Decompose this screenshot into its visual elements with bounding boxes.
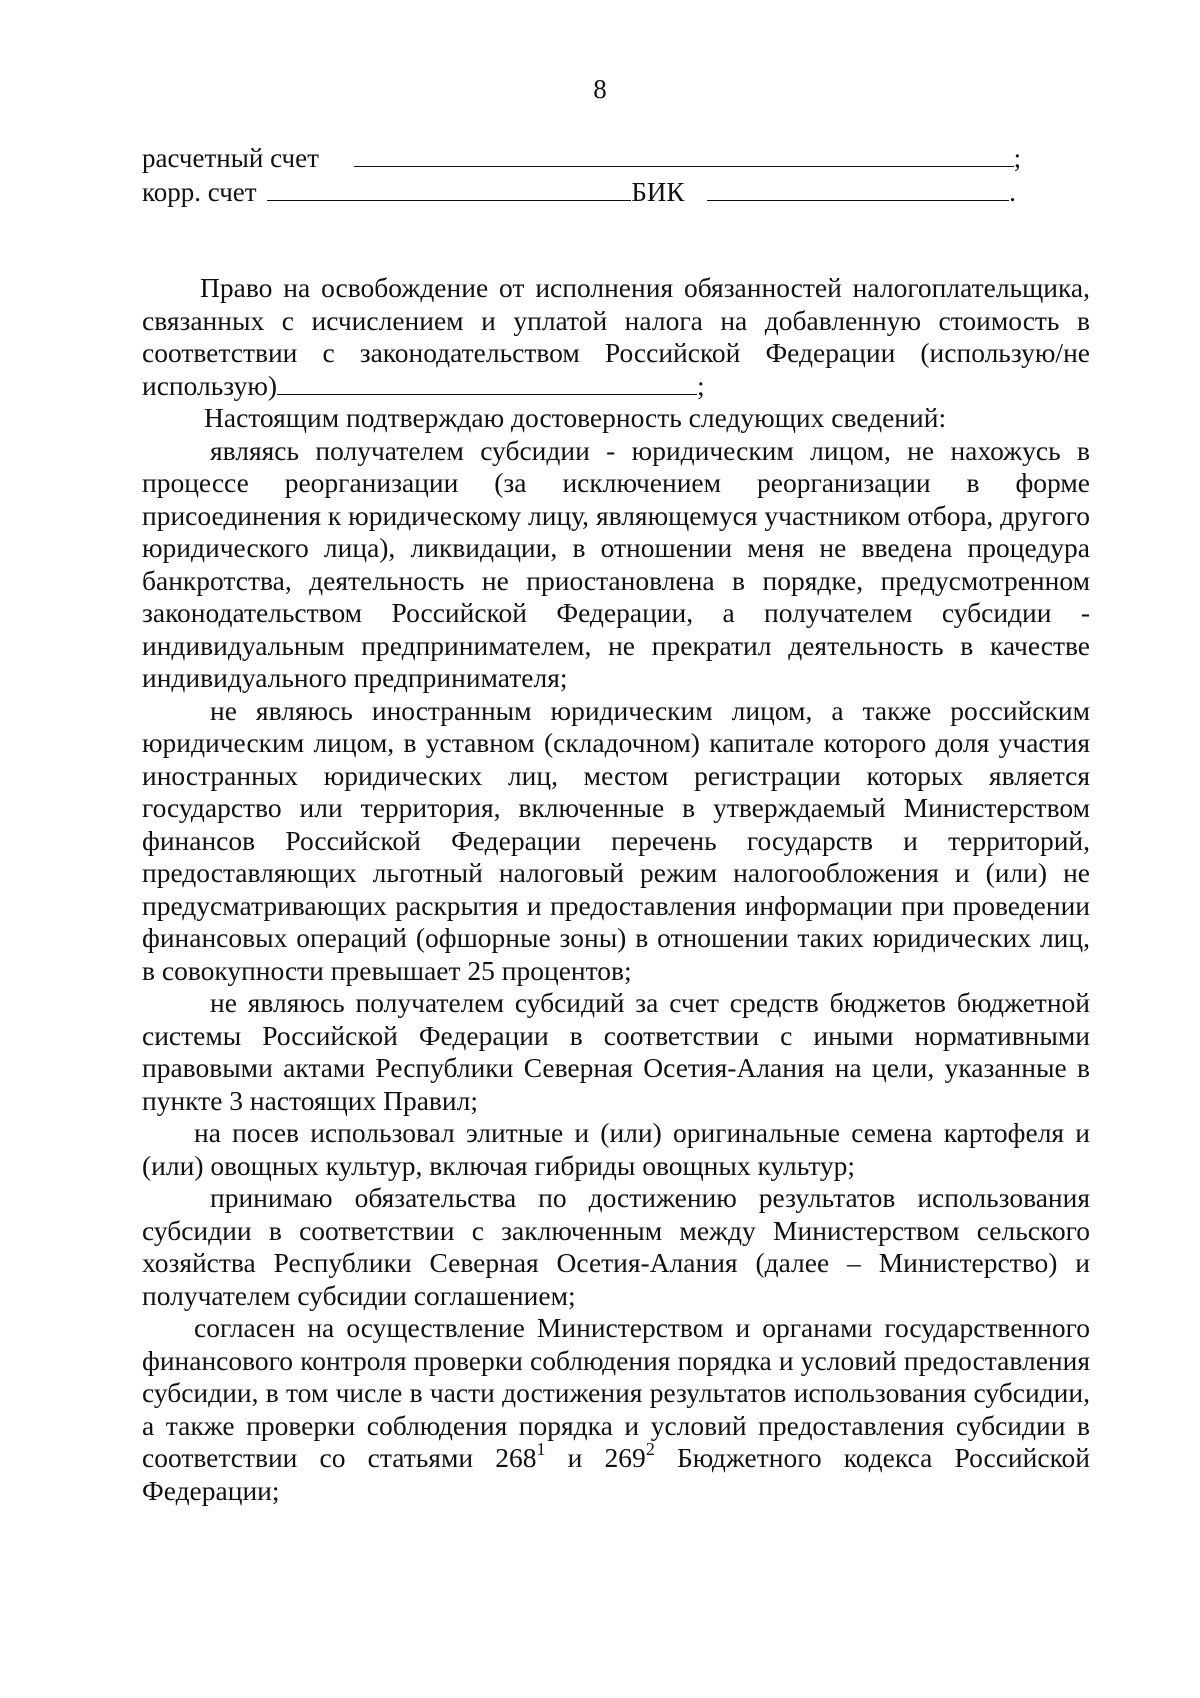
confirm-intro: Настоящим подтверждаю достоверность следующих сведений: xyxy=(204,402,947,433)
vat-blank xyxy=(277,374,697,395)
corr-blank xyxy=(267,178,631,201)
corr-bik-line xyxy=(142,176,1016,208)
bik-blank xyxy=(707,178,1009,201)
last-item-mid: и 269 xyxy=(545,1442,646,1473)
vat-paragraph xyxy=(142,272,1090,402)
confirmation-section xyxy=(142,402,1090,1507)
confirm-item: принимаю обязательства по достижению результатов использования субсидии в соответствии с заключенным между Министерством сельского хозяйства Республики Северная Осетия-Алания (далее – Министерство) и получателем субсидии соглашением; xyxy=(142,1182,1090,1311)
article-superscript-1: 1 xyxy=(536,1439,546,1459)
last-item-text: согласен на осуществление Министерством и органами государственного финансового контроля проверки соблюдения порядка и условий предоставления субсидии, в том числе в части достижения результатов использования субсидии, а также проверки соблюдения порядка и условий предоставления субсидии в соответствии со статьями 268 xyxy=(142,1312,1090,1473)
confirm-item: не являюсь получателем субсидий за счет средств бюджетов бюджетной системы Российской Федерации в соответствии с иными нормативными правовыми актами Республики Северная Осетия-Алания на цели, указанные в пункте 3 настоящих Правил; xyxy=(142,987,1090,1116)
account-blank xyxy=(354,144,1014,167)
page-number: 8 xyxy=(593,74,607,104)
vat-end: ; xyxy=(697,369,705,401)
confirm-item: являясь получателем субсидии - юридическим лицом, не нахожусь в процессе реорганизации (за исключением реорганизации в форме присоединения к юридическому лицу, являющемуся участником отбора, другого юридического лица), ликвидации, в отношении меня не введена процедура банкротства, деятельность не приостановлена в порядке, предусмотренном законодательством Российской Федерации, а получателем субсидии - индивидуальным предпринимателем, не прекратил деятельность в качестве индивидуального предпринимателя; xyxy=(142,434,1090,693)
account-label: расчетный счет xyxy=(142,143,319,173)
account-end: ; xyxy=(1013,143,1022,173)
bik-end: . xyxy=(1009,177,1016,207)
corr-label: корр. счет xyxy=(142,177,257,207)
bik-label: БИК xyxy=(631,177,685,207)
confirm-item: на посев использовал элитные и (или) оригинальные семена картофеля и (или) овощных культур, включая гибриды овощных культур; xyxy=(142,1117,1090,1181)
last-item-tail: Бюджетного кодекса Российской Федерации; xyxy=(142,1442,1090,1506)
confirm-item: не являюсь иностранным юридическим лицом, а также российским юридическим лицом, в уставном (складочном) капитале которого доля участия иностранных юридических лиц, местом регистрации которых является государство или территория, включенные в утверждаемый Министерством финансов Российской Федерации перечень государств и территорий, предоставляющих льготный налоговый режим налогообложения и (или) не предусматривающих раскрытия и предоставления информации при проведении финансовых операций (офшорные зоны) в отношении таких юридических лиц, в совокупности превышает 25 процентов; xyxy=(142,694,1090,986)
account-line xyxy=(142,142,1021,174)
vat-text: Право на освобождение от исполнения обязанностей налогоплательщика, связанных с исчислением и уплатой налога на добавленную стоимость в соответствии с законодательством Российской Федерации (использую/не использую) xyxy=(142,272,1090,401)
confirm-item-last xyxy=(142,1312,1090,1507)
article-superscript-2: 2 xyxy=(645,1439,655,1459)
